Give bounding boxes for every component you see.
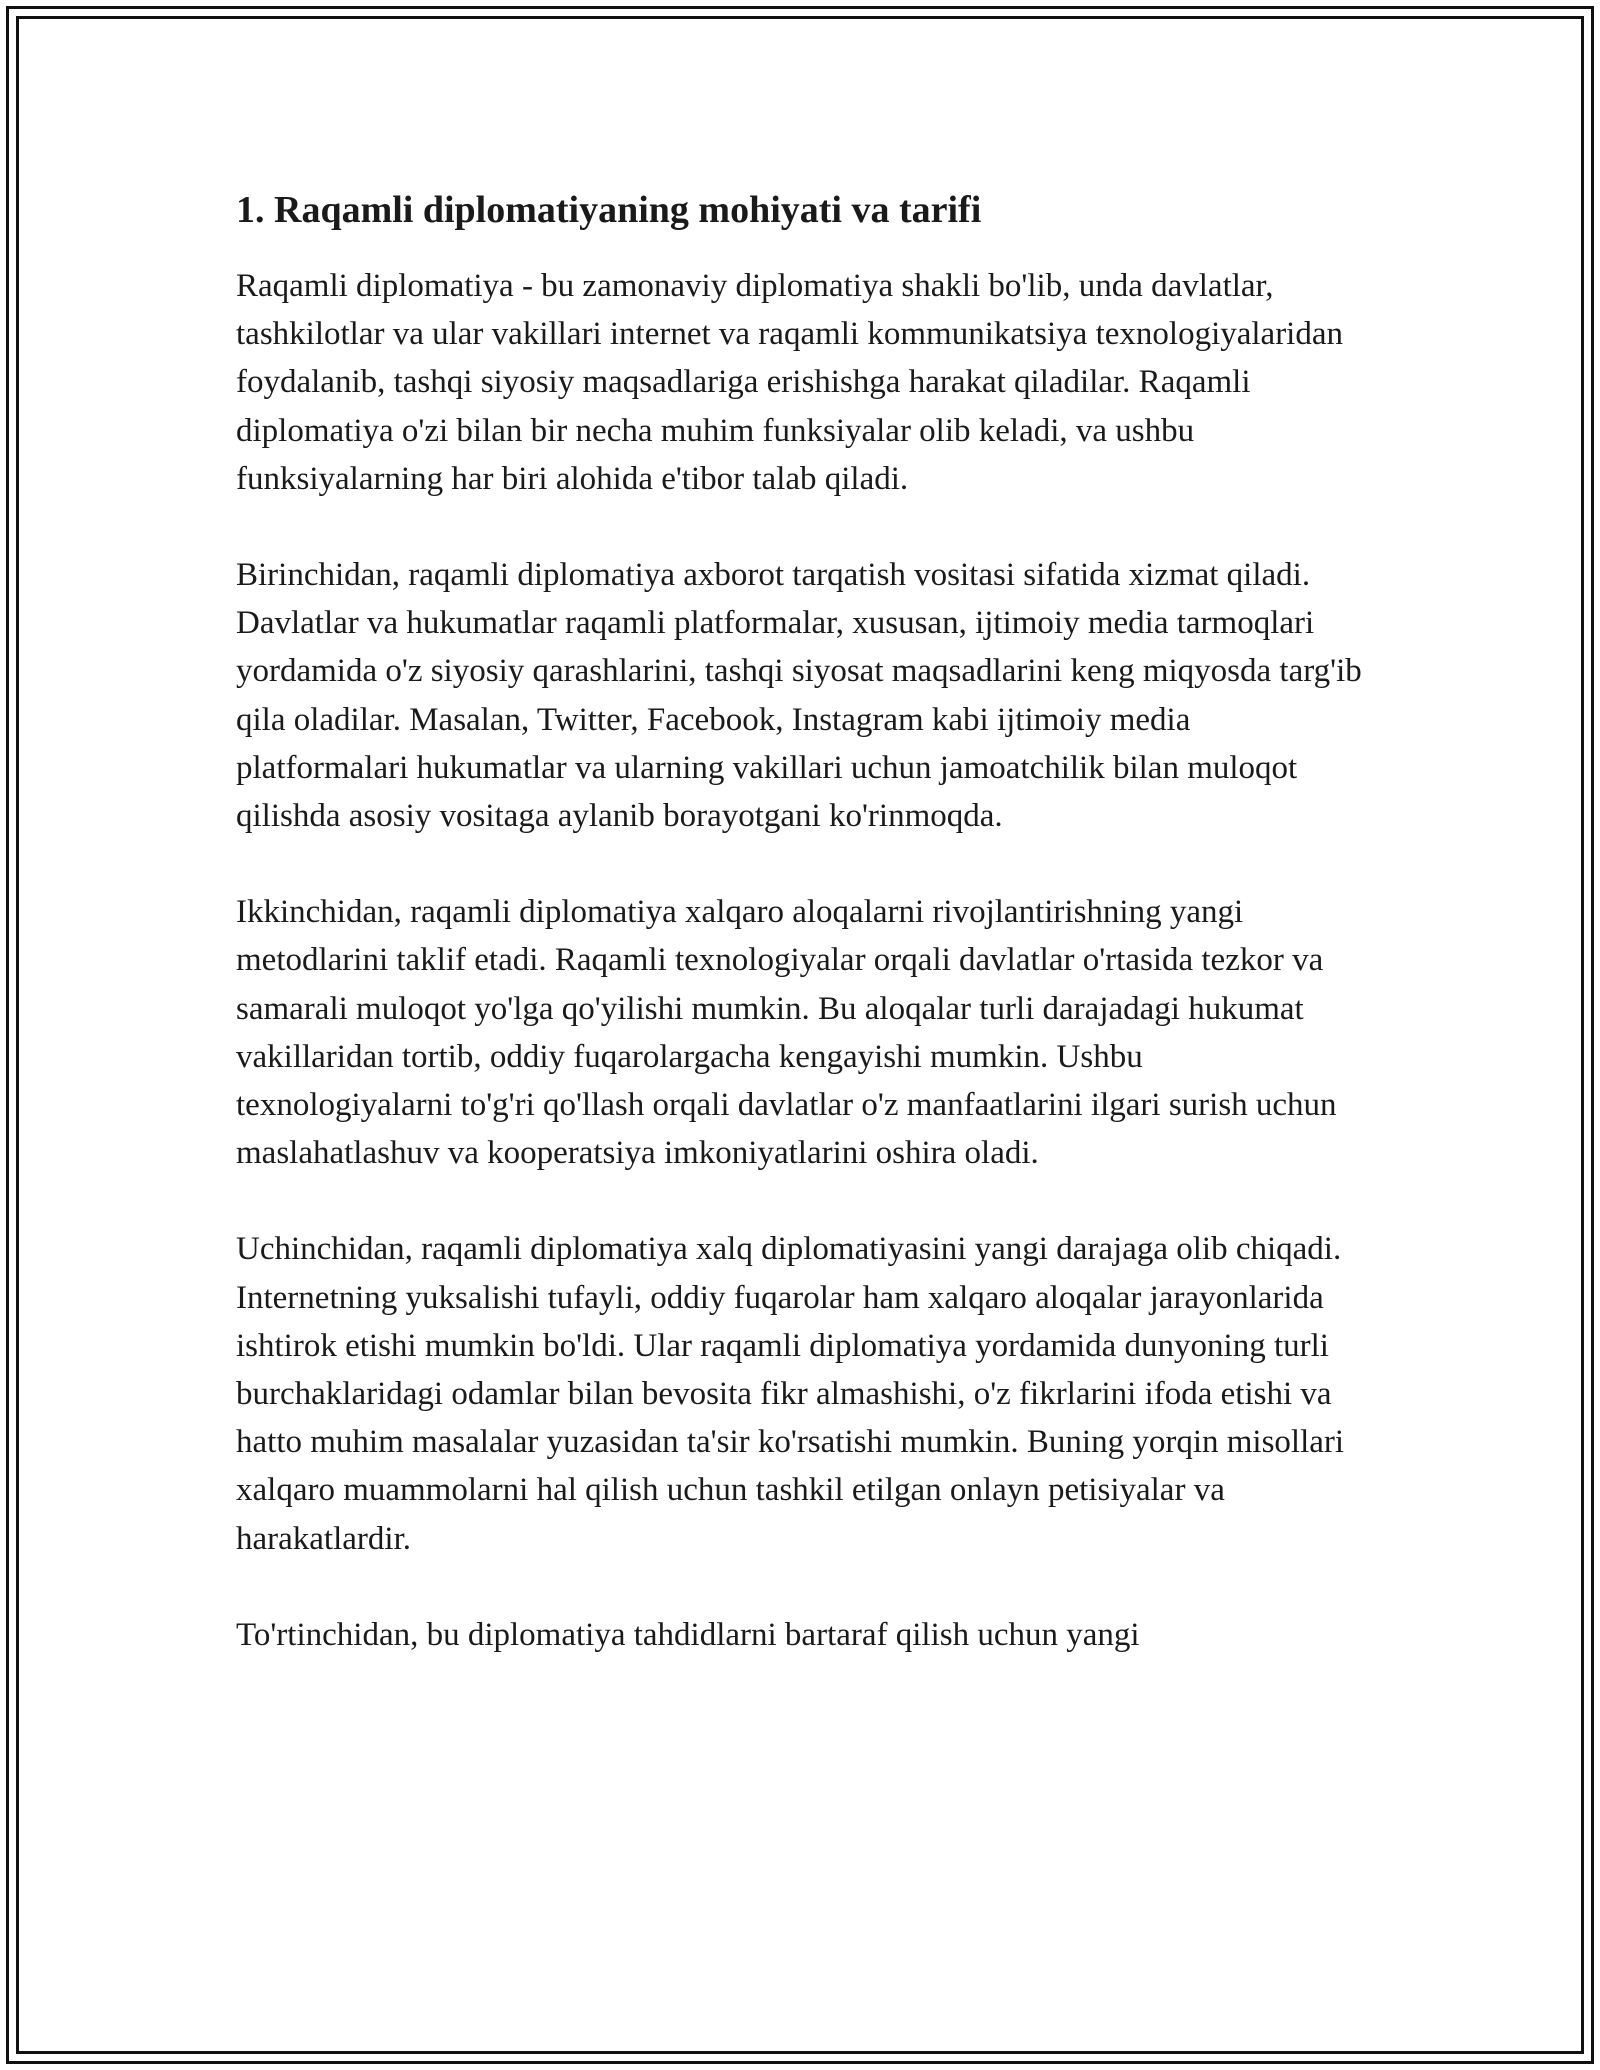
paragraph-first: Birinchidan, raqamli diplomatiya axborot tarqatish vositasi sifatida xizmat qiladi. Davlatlar va hukumatlar raqamli platformalar, xususan, ijtimoiy media tarmoqlari yordamida o'z siyosiy qarashlarini, tashqi siyosat maqsadlarini keng miqyosda targ'ib qila oladilar. Masalan, Twitter, Facebook, Instagram kabi ijtimoiy media platformalari hukumatlar va ularning vakillari uchun jamoatchilik bilan muloqot qilishda asosiy vositaga aylanib borayotgani ko'rinmoqda. <box>236 557 1362 835</box>
document-content <box>236 186 1366 1659</box>
paragraph-third: Uchinchidan, raqamli diplomatiya xalq diplomatiyasini yangi darajaga olib chiqadi. Internetning yuksalishi tufayli, oddiy fuqarolar ham xalqaro aloqalar jarayonlarida ishtirok etishi mumkin bo'ldi. Ular raqamli diplomatiya yordamida dunyoning turli burchaklaridagi odamlar bilan bevosita fikr almashishi, o'z fikrlarini ifoda etishi va hatto muhim masalalar yuzasidan ta'sir ko'rsatishi mumkin. Buning yorqin misollari xalqaro muammolarni hal qilish uchun tashkil etilgan onlayn petisiyalar va harakatlardir. <box>236 1231 1345 1557</box>
paragraph-fourth: To'rtinchidan, bu diplomatiya tahdidlarni bartaraf qilish uchun yangi <box>236 1616 1140 1653</box>
paragraph-second: Ikkinchidan, raqamli diplomatiya xalqaro aloqalarni rivojlantirishning yangi metodlarini taklif etadi. Raqamli texnologiyalar orqali davlatlar o'rtasida tezkor va samarali muloqot yo'lga qo'yilishi mumkin. Bu aloqalar turli darajadagi hukumat vakillaridan tortib, oddiy fuqarolargacha kengayishi mumkin. Ushbu texnologiyalarni to'g'ri qo'llash orqali davlatlar o'z manfaatlarini ilgari surish uchun maslahatlashuv va kooperatsiya imkoniyatlarini oshira oladi. <box>236 894 1337 1172</box>
paragraph-intro: Raqamli diplomatiya - bu zamonaviy diplomatiya shakli bo'lib, unda davlatlar, tashkilotlar va ular vakillari internet va raqamli kommunikatsiya texnologiyalaridan foydalanib, tashqi siyosiy maqsadlariga erishishga harakat qiladilar. Raqamli diplomatiya o'zi bilan bir necha muhim funksiyalar olib keladi, va ushbu funksiyalarning har biri alohida e'tibor talab qiladi. <box>236 268 1343 497</box>
section-heading: 1. Raqamli diplomatiyaning mohiyati va tarifi <box>236 189 982 231</box>
